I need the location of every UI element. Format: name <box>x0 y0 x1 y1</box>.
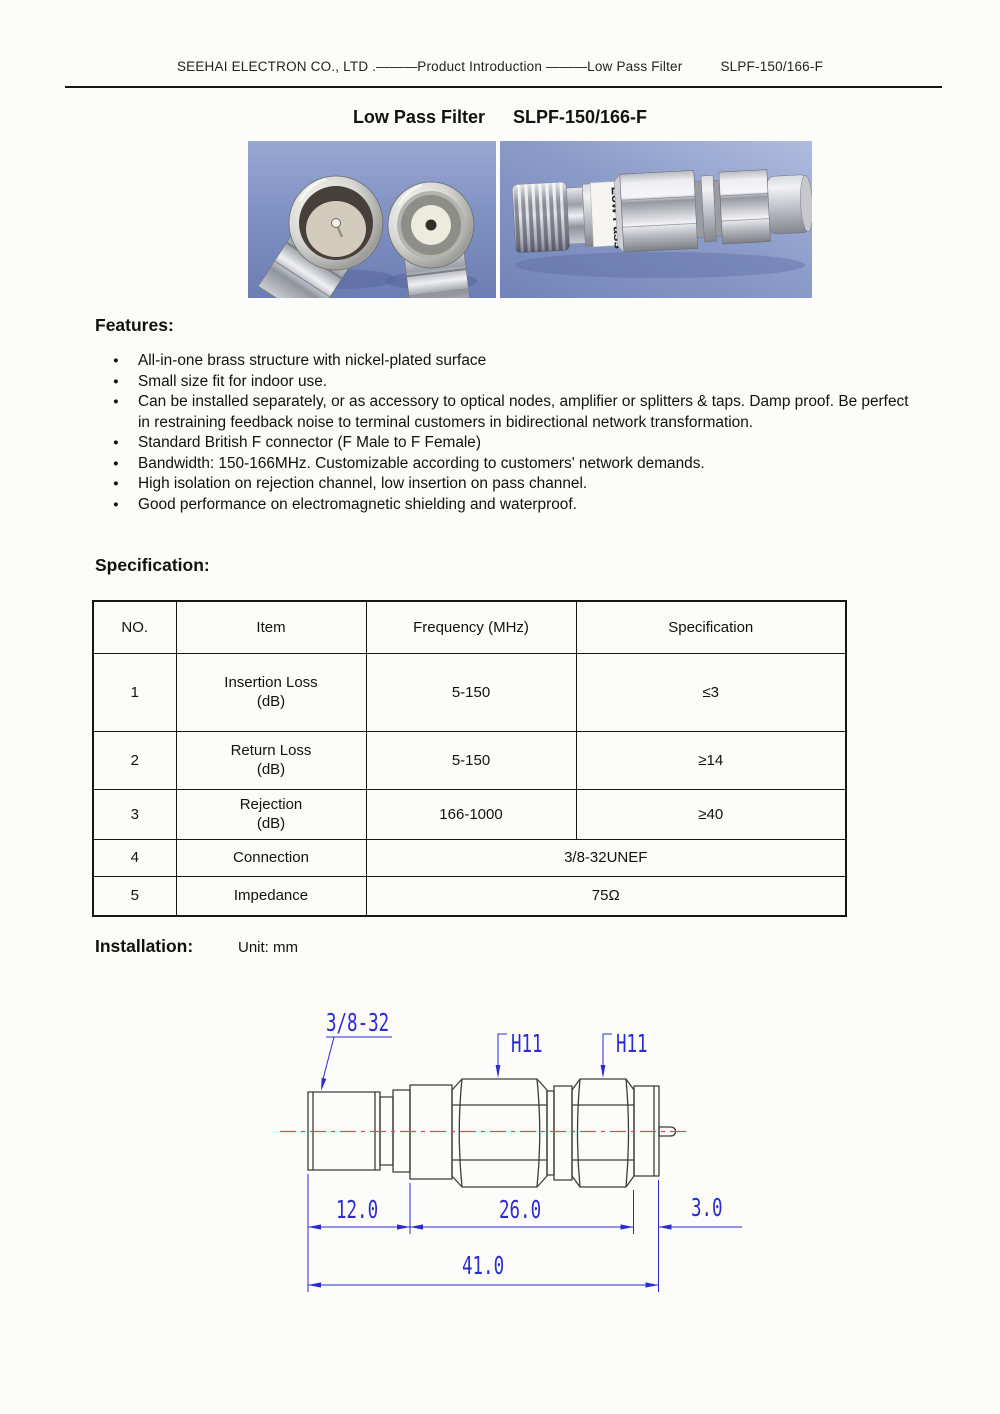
hex-size-label: H11 <box>511 1029 543 1059</box>
table-row: 5 Impedance 75Ω <box>93 876 846 916</box>
installation-drawing <box>268 1000 748 1305</box>
specification-table <box>92 600 847 917</box>
dim-overall: 41.0 <box>462 1251 505 1281</box>
specification-heading: Specification: <box>95 555 210 575</box>
hex-size-label: H11 <box>616 1029 648 1059</box>
bullet-icon: ● <box>113 498 119 510</box>
features-heading: Features: <box>95 315 174 335</box>
bullet-icon: ● <box>113 375 119 387</box>
list-item: ● High isolation on rejection channel, low insertion on pass channel. <box>113 474 913 495</box>
col-header-item: Item <box>176 601 366 653</box>
bullet-icon: ● <box>113 478 119 489</box>
header-rule <box>65 86 942 88</box>
dim-right: 3.0 <box>691 1193 723 1223</box>
table-row: 2 Return Loss (dB) 5-150 ≥14 <box>93 731 846 789</box>
list-item: ● Small size fit for indoor use. <box>113 372 913 393</box>
unit-note: Unit: mm <box>238 939 298 956</box>
list-item: ● Can be installed separately, or as accessory to optical nodes, amplifier or splitters & taps. Damp proof. Be perfect in restraining feedback noise to terminal customers in bidirectional network transformation. <box>113 392 913 433</box>
filter-device-image <box>500 141 812 298</box>
table-row: 1 Insertion Loss (dB) 5-150 ≤3 <box>93 653 846 731</box>
dim-middle: 26.0 <box>499 1195 542 1225</box>
installation-heading: Installation: <box>95 936 194 956</box>
filter-outline <box>308 1079 676 1187</box>
bullet-icon: ● <box>113 355 119 366</box>
table-row: 4 Connection 3/8-32UNEF <box>93 839 846 876</box>
bullet-icon: ● <box>113 457 119 469</box>
list-item: ● Bandwidth: 150-166MHz. Customizable according to customers' network demands. <box>113 454 913 475</box>
product-photo-connectors <box>248 141 496 298</box>
table-header-row <box>93 601 846 653</box>
thread-size-label: 3/8-32 <box>326 1008 390 1038</box>
header-product-code: SLPF-150/166-F <box>720 59 824 74</box>
page-header <box>0 59 1000 74</box>
f-male-connector-face <box>289 176 383 270</box>
col-header-no: NO. <box>93 601 176 653</box>
connector-faces-image <box>248 141 496 298</box>
bullet-icon: ● <box>113 396 119 407</box>
table-row: 3 Rejection (dB) 166-1000 ≥40 <box>93 789 846 839</box>
title-product-code: SLPF-150/166-F <box>512 107 648 127</box>
bullet-icon: ● <box>113 437 119 448</box>
col-header-specification: Specification <box>576 601 846 653</box>
product-photo-filter <box>500 141 812 298</box>
features-list <box>113 351 913 515</box>
title-text: Low Pass Filter <box>352 107 485 127</box>
dimension-lines <box>308 1034 742 1292</box>
list-item: ● Good performance on electromagnetic shielding and waterproof. <box>113 495 913 516</box>
f-female-connector-face <box>388 182 474 268</box>
list-item: ● All-in-one brass structure with nickel-plated surface <box>113 351 913 372</box>
page-title <box>0 107 1000 128</box>
header-company-line: SEEHAI ELECTRON CO., LTD .———Product Introduction ———Low Pass Filter <box>176 59 683 74</box>
col-header-frequency: Frequency (MHz) <box>366 601 576 653</box>
list-item: ● Standard British F connector (F Male to F Female) <box>113 433 913 454</box>
dim-left: 12.0 <box>336 1195 379 1225</box>
